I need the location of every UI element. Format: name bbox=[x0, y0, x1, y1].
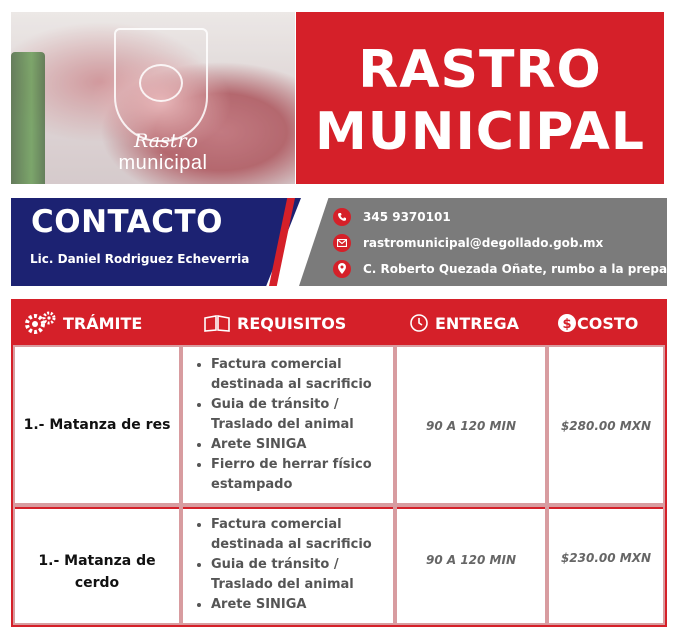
table-cell-tramite bbox=[13, 505, 181, 625]
contact-address: C. Roberto Quezada Oñate, rumbo a la prepa bbox=[363, 262, 668, 276]
list-item: • Arete SINIGA bbox=[211, 595, 393, 615]
row-separator bbox=[549, 507, 663, 509]
page-title-line2: MUNICIPAL bbox=[314, 102, 646, 162]
clock-icon bbox=[409, 313, 429, 333]
header-requisitos bbox=[203, 301, 346, 345]
header-requisitos-label: REQUISITOS bbox=[237, 313, 347, 333]
page-title-line1: RASTRO bbox=[358, 40, 602, 100]
contact-email: rastromunicipal@degollado.gob.mx bbox=[363, 236, 604, 250]
table-cell-requisitos bbox=[181, 505, 395, 625]
table-cell-costo bbox=[547, 505, 665, 625]
row-separator bbox=[397, 507, 545, 509]
row-separator bbox=[183, 507, 393, 509]
header-costo bbox=[557, 301, 638, 345]
logo-text-municipal: municipal bbox=[118, 152, 208, 174]
logo-text-rastro: Rastro bbox=[134, 130, 198, 152]
table-cell-tramite bbox=[13, 345, 181, 505]
list-item: • Guia de tránsito / Traslado del animal bbox=[211, 555, 393, 595]
requisitos-list-cerdo bbox=[193, 515, 393, 615]
header-tramite bbox=[23, 301, 142, 345]
costo-cerdo: $230.00 MXN bbox=[560, 551, 652, 565]
phone-icon bbox=[333, 208, 351, 226]
entrega-res: 90 A 120 MIN bbox=[425, 419, 517, 433]
table-cell-requisitos bbox=[181, 345, 395, 505]
contact-phone-row[interactable] bbox=[333, 207, 451, 227]
table-cell-entrega bbox=[395, 505, 547, 625]
list-item: • Factura comercial destinada al sacrificio bbox=[211, 515, 393, 555]
entrega-cerdo: 90 A 120 MIN bbox=[425, 553, 517, 567]
table-cell-costo bbox=[547, 345, 665, 505]
tramite-res: 1.- Matanza de res bbox=[23, 417, 171, 433]
list-item: • Factura comercial destinada al sacrificio bbox=[211, 355, 393, 395]
header-costo-label: COSTO bbox=[577, 313, 639, 333]
open-book-icon bbox=[203, 314, 231, 332]
list-item: • Arete SINIGA bbox=[211, 435, 393, 455]
dollar-coin-icon bbox=[557, 313, 577, 333]
title-box bbox=[296, 12, 664, 184]
gears-icon bbox=[23, 310, 57, 336]
table-header bbox=[13, 301, 665, 345]
header-tramite-label: TRÁMITE bbox=[63, 313, 143, 333]
location-pin-icon bbox=[333, 260, 351, 278]
contact-title: CONTACTO bbox=[31, 204, 224, 240]
contact-name: Lic. Daniel Rodriguez Echeverria bbox=[30, 252, 250, 266]
contact-phone: 345 9370101 bbox=[363, 210, 451, 224]
logo-animal-icon bbox=[139, 64, 183, 102]
contact-band bbox=[11, 198, 667, 286]
costo-res: $280.00 MXN bbox=[560, 419, 652, 433]
contact-email-row[interactable] bbox=[333, 233, 603, 253]
list-item: • Fierro de herrar físico estampado bbox=[211, 455, 393, 495]
header-entrega bbox=[409, 301, 519, 345]
banner-photo bbox=[11, 12, 295, 184]
row-separator bbox=[15, 507, 179, 509]
table-cell-entrega bbox=[395, 345, 547, 505]
header-entrega-label: ENTREGA bbox=[435, 313, 519, 333]
mail-icon bbox=[333, 234, 351, 252]
contact-address-row[interactable] bbox=[333, 259, 667, 279]
tramite-cerdo-line2: cerdo bbox=[74, 575, 120, 591]
tramite-cerdo-line1: 1.- Matanza de bbox=[38, 553, 156, 569]
svg-text:$: $ bbox=[562, 317, 572, 332]
services-table bbox=[11, 299, 667, 627]
requisitos-list-res bbox=[193, 355, 393, 495]
list-item: • Guia de tránsito / Traslado del animal bbox=[211, 395, 393, 435]
